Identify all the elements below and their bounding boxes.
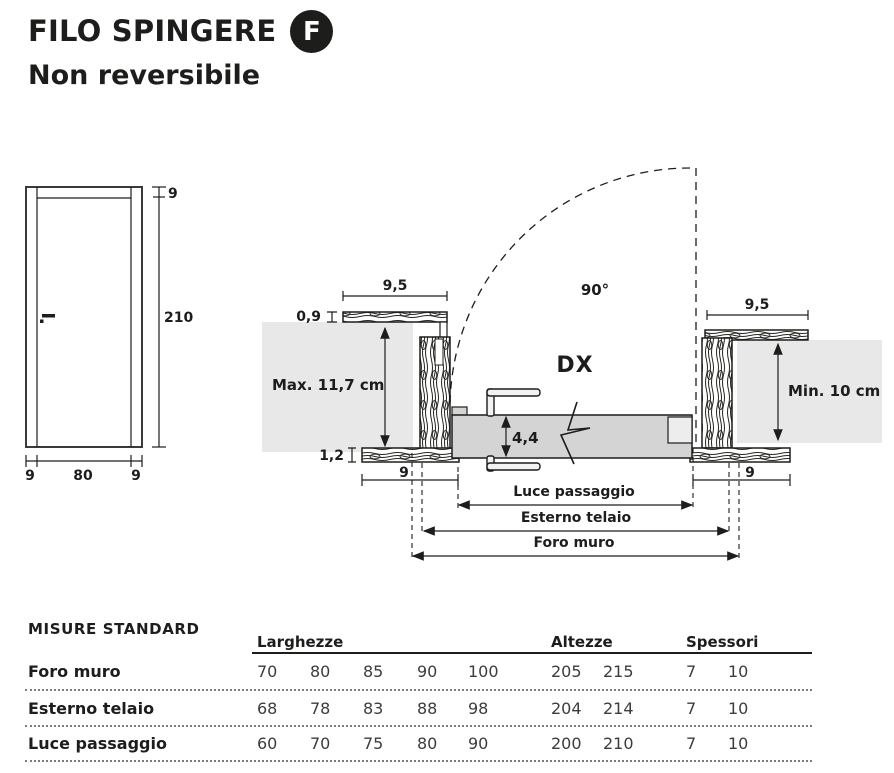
cell: 88 bbox=[417, 698, 438, 718]
dim-elevation-left: 9 bbox=[25, 468, 35, 484]
cell: 70 bbox=[310, 734, 331, 753]
dim-luce-passaggio-label: Luce passaggio bbox=[513, 484, 635, 500]
cell: 7 bbox=[686, 734, 697, 753]
dim-left-wall-label: Max. 11,7 cm bbox=[272, 376, 385, 394]
col-group-altezze: Altezze bbox=[551, 633, 613, 651]
row-label-foro-muro: Foro muro bbox=[28, 662, 121, 681]
cell: 90 bbox=[468, 734, 489, 753]
dim-foro-muro-label: Foro muro bbox=[533, 535, 615, 551]
cell: 85 bbox=[363, 662, 384, 681]
dim-left-jamb-depth-label: 9 bbox=[399, 465, 409, 481]
door-handle-upper bbox=[487, 389, 540, 416]
hand-label: DX bbox=[556, 353, 594, 378]
dim-right-jamb-depth bbox=[693, 474, 790, 486]
lock-box bbox=[668, 417, 692, 443]
header bbox=[28, 10, 333, 89]
dim-elevation-height: 210 bbox=[164, 310, 194, 326]
dim-right-jamb-depth-label: 9 bbox=[745, 465, 755, 481]
cell: 200 bbox=[551, 734, 582, 753]
cell: 204 bbox=[551, 698, 582, 718]
door-leaf bbox=[452, 389, 692, 471]
measures-table bbox=[28, 633, 858, 761]
dim-left-frame-width-label: 9,5 bbox=[382, 278, 408, 294]
cell: 10 bbox=[728, 698, 749, 718]
dim-panel-thickness-label: 0,9 bbox=[296, 309, 321, 325]
cell: 80 bbox=[310, 662, 331, 681]
cell: 7 bbox=[686, 698, 697, 718]
type-badge bbox=[290, 10, 333, 53]
swing-angle-label: 90° bbox=[580, 281, 610, 299]
door-elevation bbox=[25, 186, 193, 484]
page-subtitle: Non reversibile bbox=[28, 60, 261, 91]
cell: 70 bbox=[257, 662, 278, 681]
cell: 205 bbox=[551, 662, 582, 681]
dim-right-wall-label: Min. 10 cm bbox=[788, 382, 881, 400]
cell: 80 bbox=[417, 734, 438, 753]
cell: 100 bbox=[468, 662, 499, 681]
cell: 60 bbox=[257, 734, 278, 753]
dim-elevation-top-frame: 9 bbox=[168, 186, 178, 202]
cell: 7 bbox=[686, 662, 697, 681]
cell: 10 bbox=[728, 734, 749, 753]
dim-esterno-telaio-label: Esterno telaio bbox=[520, 510, 632, 526]
page-title: FILO SPINGERE bbox=[28, 14, 277, 48]
table-title: MISURE STANDARD bbox=[28, 620, 200, 638]
cell: 215 bbox=[603, 662, 634, 681]
cell: 68 bbox=[257, 698, 278, 718]
dim-left-jamb-depth bbox=[362, 474, 458, 486]
cell: 98 bbox=[468, 698, 489, 718]
row-label-luce-passaggio: Luce passaggio bbox=[28, 734, 167, 753]
col-group-spessori: Spessori bbox=[686, 633, 759, 651]
dim-right-frame-width-label: 9,5 bbox=[744, 297, 770, 313]
col-group-larghezze: Larghezze bbox=[257, 633, 344, 651]
cell: 210 bbox=[603, 734, 634, 753]
cell: 10 bbox=[728, 662, 749, 681]
dim-base-thickness-label: 1,2 bbox=[319, 448, 344, 464]
cell: 78 bbox=[310, 698, 331, 718]
elevation-width-dimension bbox=[26, 455, 142, 467]
dim-elevation-right: 9 bbox=[131, 468, 141, 484]
dim-leaf-thickness-label: 4,4 bbox=[512, 429, 539, 447]
cell: 90 bbox=[417, 662, 438, 681]
cell: 83 bbox=[363, 698, 384, 718]
type-badge-letter: F bbox=[302, 16, 321, 47]
dim-elevation-width: 80 bbox=[73, 468, 93, 484]
cell: 75 bbox=[363, 734, 384, 753]
cell: 214 bbox=[603, 698, 634, 718]
plan-section bbox=[262, 168, 882, 559]
dim-panel-thickness-bracket bbox=[327, 312, 337, 322]
row-label-esterno-telaio: Esterno telaio bbox=[28, 698, 155, 718]
